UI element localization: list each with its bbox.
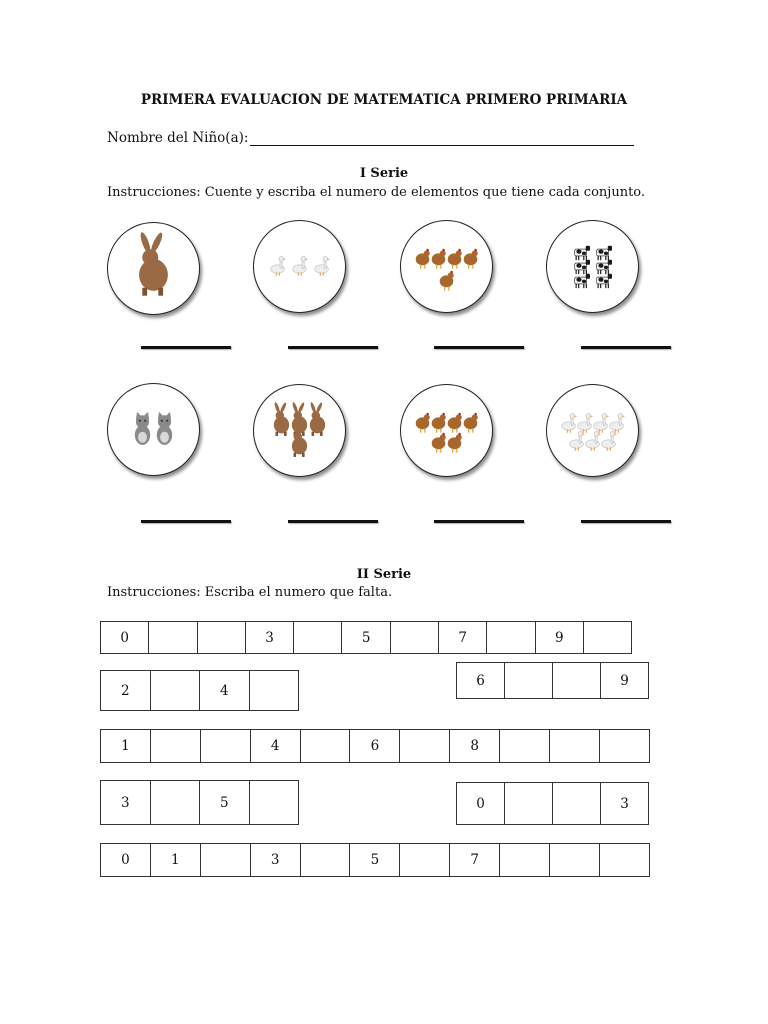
answer-line-8[interactable]	[581, 520, 671, 523]
cow-figure	[597, 260, 612, 274]
blank-number-cell[interactable]	[151, 730, 201, 763]
number-sequence-4	[100, 729, 650, 763]
answer-line-4[interactable]	[581, 346, 671, 349]
blank-number-cell[interactable]	[500, 844, 550, 877]
blank-number-cell[interactable]	[600, 844, 650, 877]
duck-figure	[602, 431, 617, 450]
number-sequence-5	[100, 780, 299, 825]
answer-line-7[interactable]	[434, 520, 524, 523]
serie2-instructions: Instrucciones: Escriba el numero que falta.	[107, 585, 393, 600]
hen-figure	[432, 413, 446, 433]
given-number-cell: 3	[251, 844, 301, 877]
hen-figure	[432, 249, 446, 269]
given-number-cell: 3	[246, 622, 294, 654]
given-number-cell: 5	[200, 781, 250, 825]
set-2-animals	[254, 221, 345, 312]
given-number-cell: 3	[101, 781, 151, 825]
serie1-heading: I Serie	[359, 166, 409, 181]
blank-number-cell[interactable]	[201, 730, 251, 763]
blank-number-cell[interactable]	[553, 663, 601, 699]
set-circle-5	[107, 383, 200, 476]
blank-number-cell[interactable]	[487, 622, 535, 654]
set-circle-7	[400, 384, 493, 477]
given-number-cell: 0	[101, 622, 149, 654]
cow-figure	[575, 260, 590, 274]
set-6-animals	[254, 385, 345, 476]
given-number-cell: 4	[200, 671, 250, 711]
hen-figure	[464, 249, 478, 269]
blank-number-cell[interactable]	[294, 622, 342, 654]
given-number-cell: 6	[457, 663, 505, 699]
name-blank-line[interactable]	[250, 131, 634, 146]
hen-figure	[448, 249, 462, 269]
cow-figure	[597, 274, 612, 288]
given-number-cell: 3	[601, 783, 649, 825]
rabbit-figure	[310, 402, 326, 436]
duck-figure	[570, 431, 585, 450]
number-sequence-3	[456, 662, 649, 699]
set-3-animals	[401, 221, 492, 312]
blank-number-cell[interactable]	[250, 671, 300, 711]
hen-figure	[448, 433, 462, 453]
hen-figure	[464, 413, 478, 433]
cow-figure	[575, 274, 590, 288]
number-sequence-1	[100, 621, 632, 654]
set-7-animals	[401, 385, 492, 476]
number-sequence-7	[100, 843, 650, 877]
page-title: PRIMERA EVALUACION DE MATEMATICA PRIMERO PRIMARIA	[140, 92, 628, 108]
hen-figure	[416, 413, 430, 433]
set-1-animals	[108, 223, 199, 314]
given-number-cell: 7	[450, 844, 500, 877]
cow-figure	[575, 246, 590, 260]
number-sequence-2	[100, 670, 299, 711]
duck-figure	[315, 256, 330, 275]
rabbit-figure	[274, 402, 290, 436]
rabbit-figure	[139, 231, 168, 295]
blank-number-cell[interactable]	[505, 783, 553, 825]
hen-figure	[416, 249, 430, 269]
given-number-cell: 2	[101, 671, 151, 711]
blank-number-cell[interactable]	[600, 730, 650, 763]
duck-figure	[594, 413, 609, 432]
answer-line-3[interactable]	[434, 346, 524, 349]
duck-figure	[562, 413, 577, 432]
blank-number-cell[interactable]	[550, 844, 600, 877]
given-number-cell: 5	[350, 844, 400, 877]
student-name-row	[107, 130, 634, 146]
serie1-instructions: Instrucciones: Cuente y escriba el numero de elementos que tiene cada conjunto.	[107, 185, 646, 200]
answer-line-1[interactable]	[141, 346, 231, 349]
given-number-cell: 6	[350, 730, 400, 763]
duck-figure	[586, 431, 601, 450]
blank-number-cell[interactable]	[149, 622, 197, 654]
duck-figure	[293, 256, 308, 275]
duck-figure	[578, 413, 593, 432]
set-4-animals	[547, 221, 638, 312]
blank-number-cell[interactable]	[301, 730, 351, 763]
hen-figure	[448, 413, 462, 433]
blank-number-cell[interactable]	[151, 781, 201, 825]
given-number-cell: 9	[601, 663, 649, 699]
given-number-cell: 9	[536, 622, 584, 654]
hen-figure	[440, 271, 454, 291]
duck-figure	[610, 413, 625, 432]
serie2-heading: II Serie	[356, 567, 412, 582]
set-circle-4	[546, 220, 639, 313]
blank-number-cell[interactable]	[198, 622, 246, 654]
set-5-animals	[108, 384, 199, 475]
name-label: Nombre del Niño(a):	[107, 130, 249, 146]
given-number-cell: 5	[342, 622, 390, 654]
given-number-cell: 8	[450, 730, 500, 763]
set-circle-2	[253, 220, 346, 313]
given-number-cell: 0	[457, 783, 505, 825]
blank-number-cell[interactable]	[500, 730, 550, 763]
set-8-animals	[547, 385, 638, 476]
duck-figure	[271, 256, 286, 275]
answer-line-2[interactable]	[288, 346, 378, 349]
blank-number-cell[interactable]	[250, 781, 300, 825]
given-number-cell: 7	[439, 622, 487, 654]
cat-figure	[157, 412, 172, 445]
cat-figure	[135, 412, 150, 445]
blank-number-cell[interactable]	[400, 844, 450, 877]
given-number-cell: 1	[101, 730, 151, 763]
blank-number-cell[interactable]	[391, 622, 439, 654]
set-circle-1	[107, 222, 200, 315]
blank-number-cell[interactable]	[505, 663, 553, 699]
blank-number-cell[interactable]	[400, 730, 450, 763]
given-number-cell: 0	[101, 844, 151, 877]
answer-line-6[interactable]	[288, 520, 378, 523]
blank-number-cell[interactable]	[301, 844, 351, 877]
cow-figure	[597, 246, 612, 260]
blank-number-cell[interactable]	[553, 783, 601, 825]
given-number-cell: 4	[251, 730, 301, 763]
blank-number-cell[interactable]	[201, 844, 251, 877]
set-circle-3	[400, 220, 493, 313]
given-number-cell: 1	[151, 844, 201, 877]
set-circle-6	[253, 384, 346, 477]
blank-number-cell[interactable]	[584, 622, 632, 654]
number-sequence-6	[456, 782, 649, 825]
hen-figure	[432, 433, 446, 453]
set-circle-8	[546, 384, 639, 477]
blank-number-cell[interactable]	[151, 671, 201, 711]
blank-number-cell[interactable]	[550, 730, 600, 763]
answer-line-5[interactable]	[141, 520, 231, 523]
